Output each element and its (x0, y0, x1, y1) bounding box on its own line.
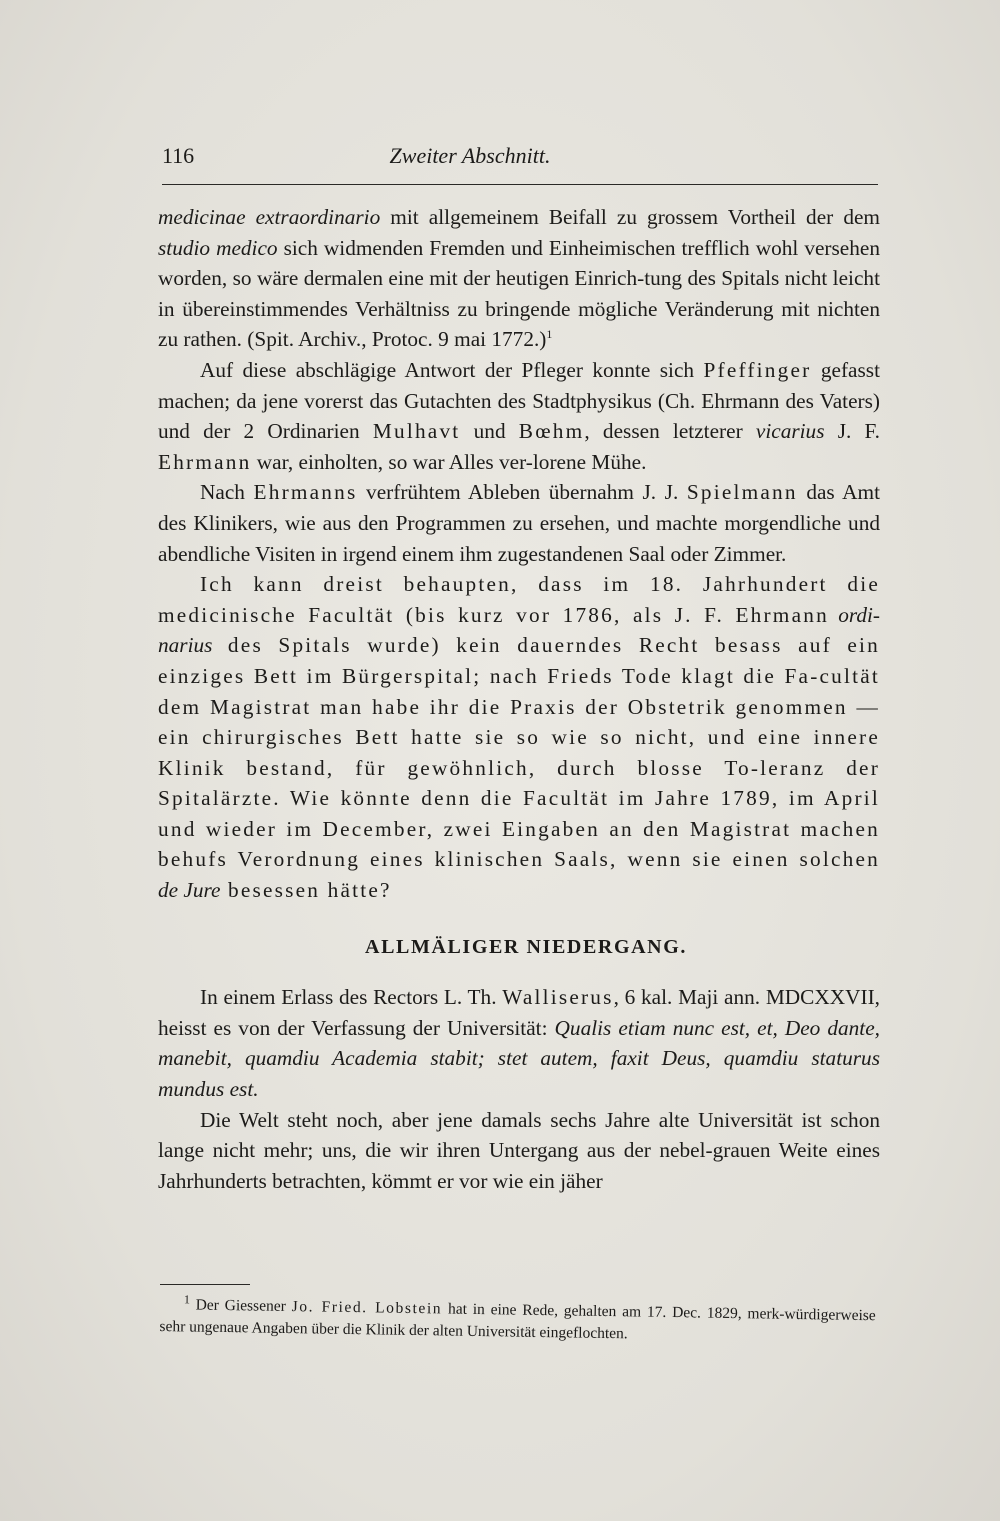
p2-text-1: Auf diese abschlägige Antwort der Pfleger konnte sich (200, 357, 704, 382)
p1-italic-3: studio medico (158, 235, 278, 260)
paragraph-2 (158, 355, 880, 477)
p2-text-9: J. F. (824, 419, 880, 444)
footnote-1 (159, 1294, 876, 1349)
p2-italic-vicarius: vicarius (755, 419, 825, 444)
footnote-marker: 1 (183, 1292, 191, 1307)
paragraph-5 (158, 982, 880, 1104)
footnote-reference[interactable]: 1 (546, 327, 553, 342)
p2-name-pfeffinger: Pfeffinger (703, 357, 812, 382)
p2-text-7: , dessen letzterer (584, 419, 756, 444)
p2-name-ehrmann: Ehrmann (158, 449, 252, 474)
p5-text-3: , 6 kal. Maji ann. MDCXXVII, heisst es von der Verfassung der Universität: (158, 985, 881, 1040)
p3-text-5: das Amt des Klinikers, wie aus den Programmen zu ersehen, und machte morgendliche und abendliche Visiten in irgend einem ihm zugestandenen Saal oder Zimmer. (158, 480, 880, 566)
p5-italic-quote: Qualis etiam nunc est, et, Deo dante, manebit, quamdiu Academia stabit; stet autem, faxit Deus, quamdiu staturus mundus est. (158, 1015, 880, 1102)
p1-text-4: sich widmenden Fremden und Einheimischen trefflich wohl versehen worden, so wäre dermalen eine mit der heutigen Einrich-tung des Spitals nicht leicht in übereinstimmendes Verhältniss zu bringende mögliche Veränderung mit nichten zu rathen. (Spit. Archiv., Protoc. 9 mai 1772.) (158, 235, 880, 352)
p4-text-5: besessen hätte? (220, 878, 392, 903)
p4-text-1: Ich kann dreist behaupten, dass im 18. Jahrhundert die medicinische Facultät (bis kurz vor 1786, als J. F. Ehrmann (158, 572, 880, 627)
p1-italic-1: medicinae extraordinario (158, 205, 381, 229)
paragraph-1 (158, 202, 880, 355)
page-number: 116 (162, 143, 195, 168)
footnote-text-3: hat in eine Rede, gehalten am 17. Dec. 1829, merk-würdigerweise sehr ungenaue Angaben über die Klinik der alten Universität eingeflochten. (159, 1300, 876, 1343)
header-rule (162, 184, 878, 185)
footnotes (159, 1294, 876, 1349)
p1-text-2: mit allgemeinem Beifall zu grossem Vortheil der dem (380, 205, 880, 229)
p2-name-mulhavt: Mulhavt (372, 419, 461, 444)
p3-name-spielmann: Spielmann (686, 480, 798, 505)
p4-italic-de-jure: de Jure (158, 878, 221, 903)
p5-text-1: In einem Erlass des Rectors L. Th. (200, 985, 503, 1010)
section-heading (158, 932, 880, 963)
p2-text-3: gefasst machen; da jene vorerst das Gutachten des Stadtphysikus (Ch. Ehrmann des Vaters) und der 2 Ordinarien (158, 357, 880, 444)
p2-name-boehm: Bœhm (518, 419, 585, 444)
body-text (158, 202, 880, 1196)
p4-italic-ordinarius: ordi-narius (158, 602, 880, 658)
p2-text-5: und (460, 419, 519, 444)
paragraph-4 (158, 569, 880, 906)
footnote-rule (160, 1284, 250, 1285)
p2-text-11: war, einholten, so war Alles ver-lorene Mühe. (251, 449, 647, 474)
p3-text-3: verfrühtem Ableben übernahm J. J. (357, 480, 687, 505)
paragraph-3 (158, 477, 880, 569)
footnote-text-1: Der Giessener (189, 1296, 292, 1316)
paragraph-6 (158, 1105, 880, 1197)
p5-name-walliserus: Walliserus (502, 985, 614, 1010)
p4-text-3: des Spitals wurde) kein dauerndes Recht besass auf ein einziges Bett im Bürgerspital; nach Frieds Tode klagt die Fa-cultät dem Magistrat man habe ihr die Praxis der Obstetrik genommen — ein chirurgisches Bett hatte sie so wie so nicht, und eine innere Klinik bestand, für gewöhnlich, durch blosse To-leranz der Spitalärzte. Wie könnte denn die Facultät im Jahre 1789, im April und wieder im December, zwei Eingaben an den Magistrat machen behufs Verordnung eines klinischen Saals, wenn sie einen solchen (158, 633, 880, 872)
p3-name-ehrmanns: Ehrmanns (253, 480, 358, 505)
p6-text: Die Welt steht noch, aber jene damals sechs Jahre alte Universität ist schon lange nicht mehr; uns, die wir ihren Untergang aus der nebel-grauen Weite eines Jahrhunderts betrachten, kömmt er vor wie ein jäher (158, 1107, 880, 1193)
p3-text-1: Nach (200, 480, 254, 505)
running-head: Zweiter Abschnitt. (389, 143, 551, 168)
footnote-name-lobstein: Jo. Fried. Lobstein (291, 1298, 443, 1318)
page-header (162, 143, 878, 177)
section-heading-text: ALLMÄLIGER NIEDERGANG. (365, 935, 687, 958)
